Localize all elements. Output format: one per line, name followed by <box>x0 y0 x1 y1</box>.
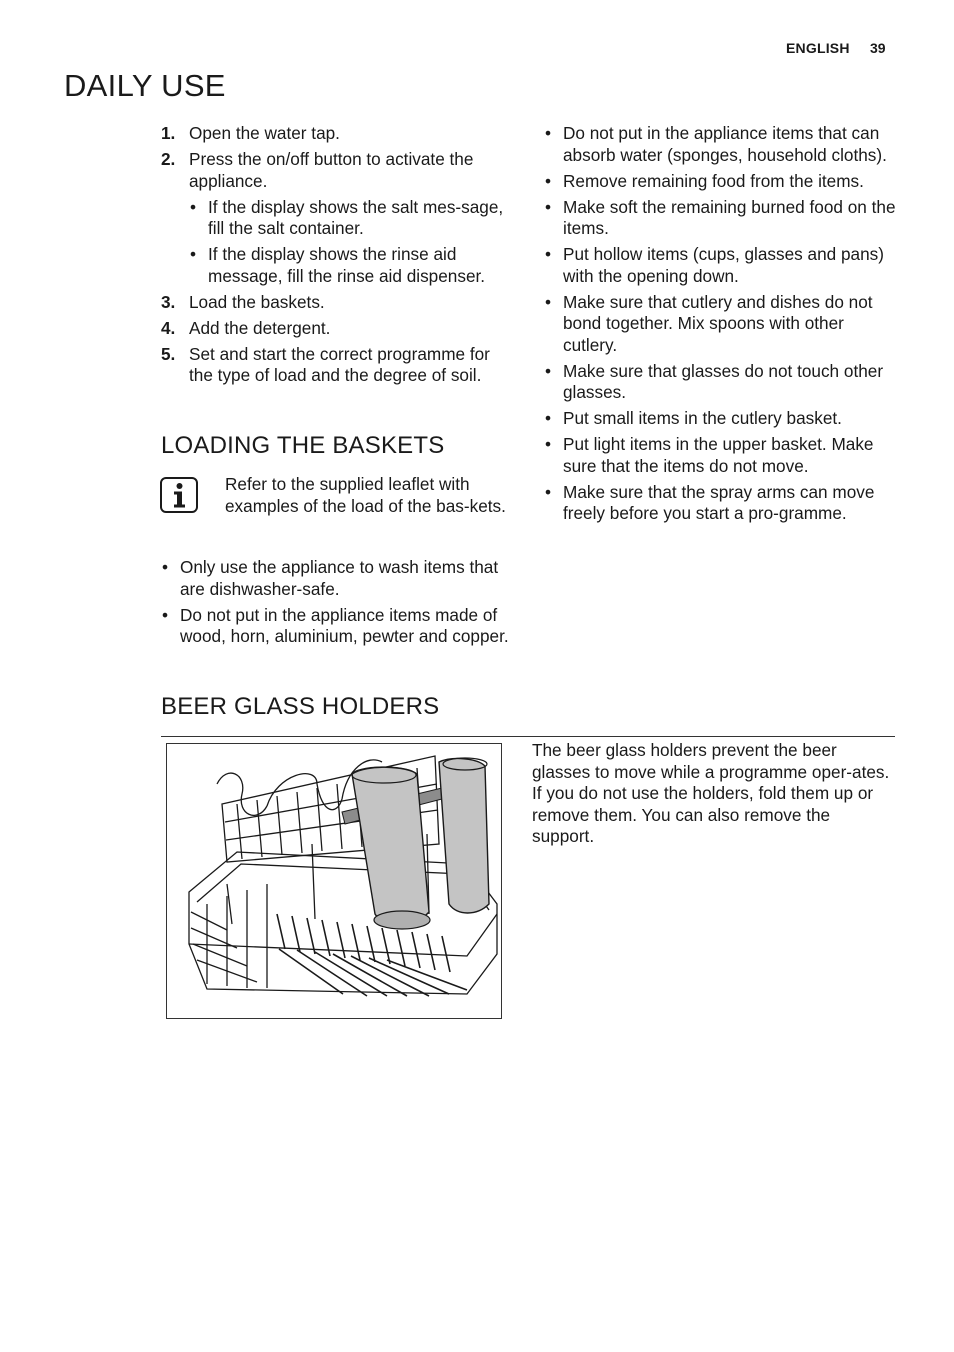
beer-paragraph: The beer glass holders prevent the beer glasses to move while a programme oper-ates. <box>532 740 890 782</box>
list-item: • Put hollow items (cups, glasses and pans) with the opening down. <box>544 244 898 287</box>
page-number: 39 <box>870 40 886 56</box>
info-icon <box>160 477 198 513</box>
step-sub-item: • If the display shows the rinse aid message, fill the rinse aid dispenser. <box>189 244 516 287</box>
list-item: • Make sure that the spray arms can move freely before you start a pro-gramme. <box>544 482 898 525</box>
beer-glass-holder-illustration <box>166 743 502 1019</box>
step-sub-list <box>189 197 516 288</box>
loading-right-list <box>544 123 898 529</box>
section-title: DAILY USE <box>64 68 226 103</box>
step-item <box>161 292 516 314</box>
bullet-list <box>544 123 898 525</box>
step-text: Add the detergent. <box>189 317 331 338</box>
list-item: • Do not put in the appliance items that can absorb water (sponges, household cloths). <box>544 123 898 166</box>
step-item <box>161 149 516 287</box>
step-text: Open the water tap. <box>189 123 340 143</box>
loading-left-list <box>161 557 516 652</box>
step-number: 5. <box>161 343 176 364</box>
step-number: 2. <box>161 149 176 169</box>
step-text: Load the baskets. <box>189 291 325 312</box>
step-number: 4. <box>161 317 176 338</box>
header-language: ENGLISH <box>786 40 850 56</box>
info-note: Refer to the supplied leaflet with examples of the load of the bas-kets. <box>225 474 506 516</box>
step-item <box>161 123 516 145</box>
list-item: • Only use the appliance to wash items that are dishwasher-safe. <box>161 557 516 600</box>
list-item: • Make sure that glasses do not touch other glasses. <box>544 361 898 404</box>
step-number: 3. <box>161 291 176 312</box>
step-text: Press the on/off button to activate the appliance. <box>189 149 474 191</box>
bullet-list <box>161 557 516 648</box>
beer-paragraph: If you do not use the holders, fold them up or remove them. You can also remove the support. <box>532 783 874 846</box>
step-text: Set and start the correct programme for the type of load and the degree of soil. <box>189 343 490 385</box>
step-item <box>161 344 516 387</box>
step-number: 1. <box>161 123 176 143</box>
beer-title: BEER GLASS HOLDERS <box>161 693 440 720</box>
step-sub-item: • If the display shows the salt mes-sage, fill the salt container. <box>189 197 516 240</box>
beer-description <box>532 740 894 848</box>
steps-column <box>161 123 516 391</box>
basket-drawing <box>167 744 501 1018</box>
list-item: • Do not put in the appliance items made of wood, horn, aluminium, pewter and copper. <box>161 605 516 648</box>
loading-title: LOADING THE BASKETS <box>161 432 445 459</box>
step-item <box>161 318 516 340</box>
list-item: • Make soft the remaining burned food on the items. <box>544 197 898 240</box>
section-divider <box>161 736 895 737</box>
list-item: • Put small items in the cutlery basket. <box>544 408 898 430</box>
list-item: • Remove remaining food from the items. <box>544 171 898 193</box>
list-item: • Put light items in the upper basket. Make sure that the items do not move. <box>544 434 898 477</box>
steps-list <box>161 123 516 387</box>
list-item: • Make sure that cutlery and dishes do not bond together. Mix spoons with other cutlery. <box>544 292 898 357</box>
